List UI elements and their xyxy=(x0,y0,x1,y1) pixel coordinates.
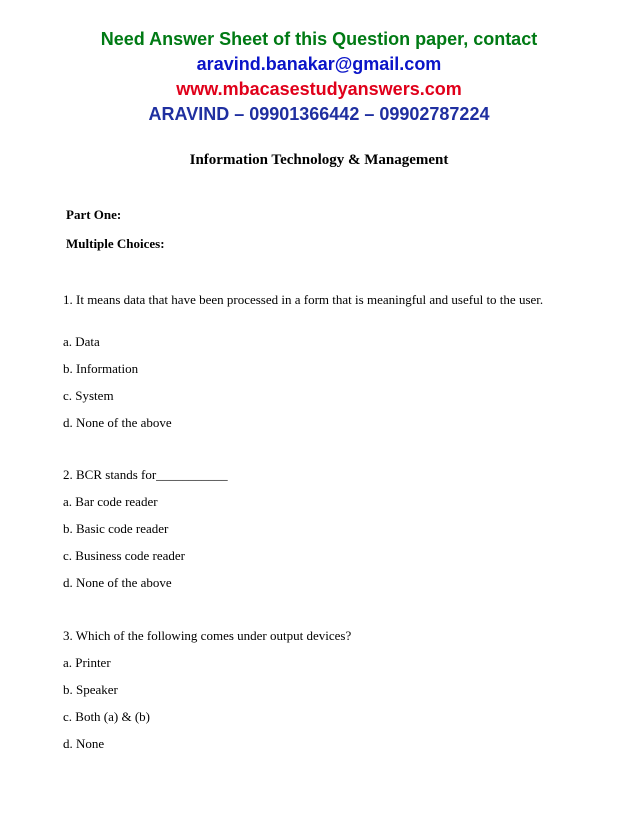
question-2-option-b: b. Basic code reader xyxy=(63,521,169,536)
question-3-option-b: b. Speaker xyxy=(63,682,118,697)
question-1-option-d: d. None of the above xyxy=(63,415,172,430)
question-2-option-a: a. Bar code reader xyxy=(63,494,158,509)
question-3-option-a: a. Printer xyxy=(63,655,111,670)
question-2-option-c: c. Business code reader xyxy=(63,548,186,563)
part-heading: Part One: xyxy=(66,207,122,222)
question-1-option-b: b. Information xyxy=(63,361,139,376)
question-2: 2. BCR stands for___________ xyxy=(63,467,228,482)
header-email: aravind.banakar@gmail.com xyxy=(196,54,442,74)
question-1: 1. It means data that have been processed in a form that is meaningful and useful to the user. xyxy=(63,292,544,307)
question-2-option-d: d. None of the above xyxy=(63,575,172,590)
header-line: Need Answer Sheet of this Question paper, contact xyxy=(100,29,538,49)
section-heading: Multiple Choices: xyxy=(66,236,165,251)
contact-header xyxy=(0,27,638,127)
question-1-option-c: c. System xyxy=(63,388,114,403)
question-3-option-c: c. Both (a) & (b) xyxy=(63,709,151,724)
question-3: 3. Which of the following comes under output devices? xyxy=(63,628,352,643)
header-phones: ARAVIND – 09901366442 – 09902787224 xyxy=(148,104,490,124)
header-website: www.mbacasestudyanswers.com xyxy=(176,79,462,99)
question-1-option-a: a. Data xyxy=(63,334,100,349)
question-3-option-d: d. None xyxy=(63,736,105,751)
document-title: Information Technology & Management xyxy=(189,152,449,168)
